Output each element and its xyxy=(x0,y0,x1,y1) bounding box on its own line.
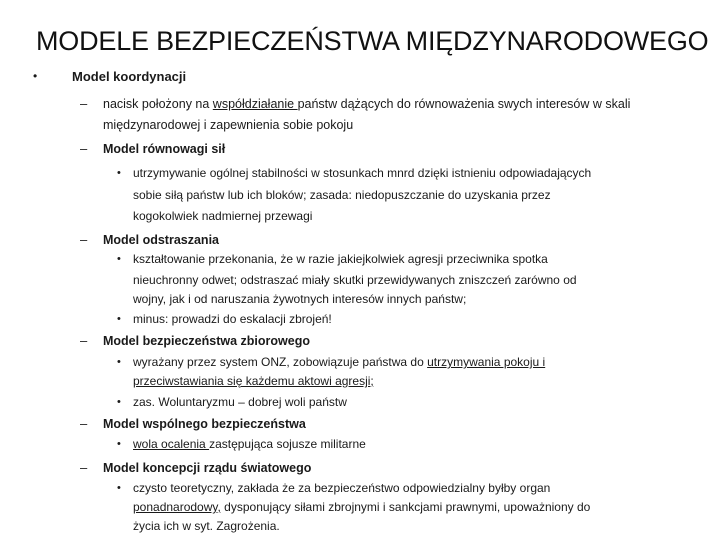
sub-rownowaga-1: utrzymywanie ogólnej stabilności w stosunkach mnrd dzięki istnieniu odpowiadających xyxy=(133,166,592,180)
sub-rzad-3: życia ich w syt. Zagrożenia. xyxy=(133,519,280,533)
item-nacisk-cont: międzynarodowej i zapewnienia sobie pokoju xyxy=(103,118,354,132)
sub-rzad-1: czysto teoretyczny, zakłada że za bezpieczeństwo odpowiedzialny byłby organ xyxy=(133,481,551,495)
sub-odstr-1: kształtowanie przekonania, że w razie jakiejkolwiek agresji przeciwnika spotka xyxy=(133,252,548,266)
text: dysponujący siłami zbrojnymi i sankcjami prawnymi, upoważniony do xyxy=(220,500,591,514)
text: nacisk położony na xyxy=(103,97,213,111)
sub-rownowaga-2: sobie siłą państw lub ich bloków; zasada: niedopuszczanie do uzyskania przez xyxy=(133,188,551,202)
bullet: • xyxy=(117,313,121,325)
underlined-text: współdziałanie xyxy=(212,97,298,111)
sub-zbior-1 xyxy=(133,353,693,372)
dash-bullet: – xyxy=(80,232,88,247)
underlined-text: ponadnarodowy, xyxy=(133,500,221,514)
item-rownowaga: Model równowagi sił xyxy=(103,142,226,156)
sub-odstr-minus: minus: prowadzi do eskalacji zbrojeń! xyxy=(133,312,332,326)
bullet: • xyxy=(117,253,121,265)
bullet: • xyxy=(117,438,121,450)
sub-zbior-zas: zas. Woluntaryzmu – dobrej woli państw xyxy=(133,395,347,409)
item-rzad: Model koncepcji rządu światowego xyxy=(103,461,312,475)
item-odstraszanie: Model odstraszania xyxy=(103,233,219,247)
text: zastępująca sojusze militarne xyxy=(209,437,366,451)
dash-bullet: – xyxy=(80,333,88,348)
dash-bullet: – xyxy=(80,416,88,431)
underlined-text: utrzymywania pokoju i xyxy=(427,355,546,369)
bullet: • xyxy=(117,356,121,368)
page-title: MODELE BEZPIECZEŃSTWA MIĘDZYNARODOWEGO xyxy=(36,26,709,56)
bullet: • xyxy=(117,396,121,408)
bullet: • xyxy=(117,482,121,494)
sub-rownowaga-3: kogokolwiek nadmiernej przewagi xyxy=(133,209,313,223)
text: państw dążących do równoważenia swych interesów w skali xyxy=(297,97,631,111)
sub-rzad-2 xyxy=(133,498,693,517)
sub-odstr-3: wojny, jak i od naruszania żywotnych interesów innych państw; xyxy=(133,292,467,306)
text: wyrażany przez system ONZ, zobowiązuje państwa do xyxy=(133,355,428,369)
dash-bullet: – xyxy=(80,460,88,475)
dash-bullet: – xyxy=(80,141,88,156)
item-zbiorowe: Model bezpieczeństwa zbiorowego xyxy=(103,334,310,348)
bullet: • xyxy=(33,69,38,83)
item-nacisk xyxy=(103,95,630,113)
bullet: • xyxy=(117,167,121,179)
item-wspolne: Model wspólnego bezpieczeństwa xyxy=(103,417,306,431)
section-heading: Model koordynacji xyxy=(72,69,187,84)
sub-odstr-2: nieuchronny odwet; odstraszać miały skutki przewidywanych zniszczeń zarówno od xyxy=(133,273,577,287)
sub-zbior-2: przeciwstawiania się każdemu aktowi agresji; xyxy=(133,374,374,388)
dash-bullet: – xyxy=(80,96,88,111)
underlined-text: wola ocalenia xyxy=(133,437,210,451)
sub-wspol-1 xyxy=(133,435,693,454)
